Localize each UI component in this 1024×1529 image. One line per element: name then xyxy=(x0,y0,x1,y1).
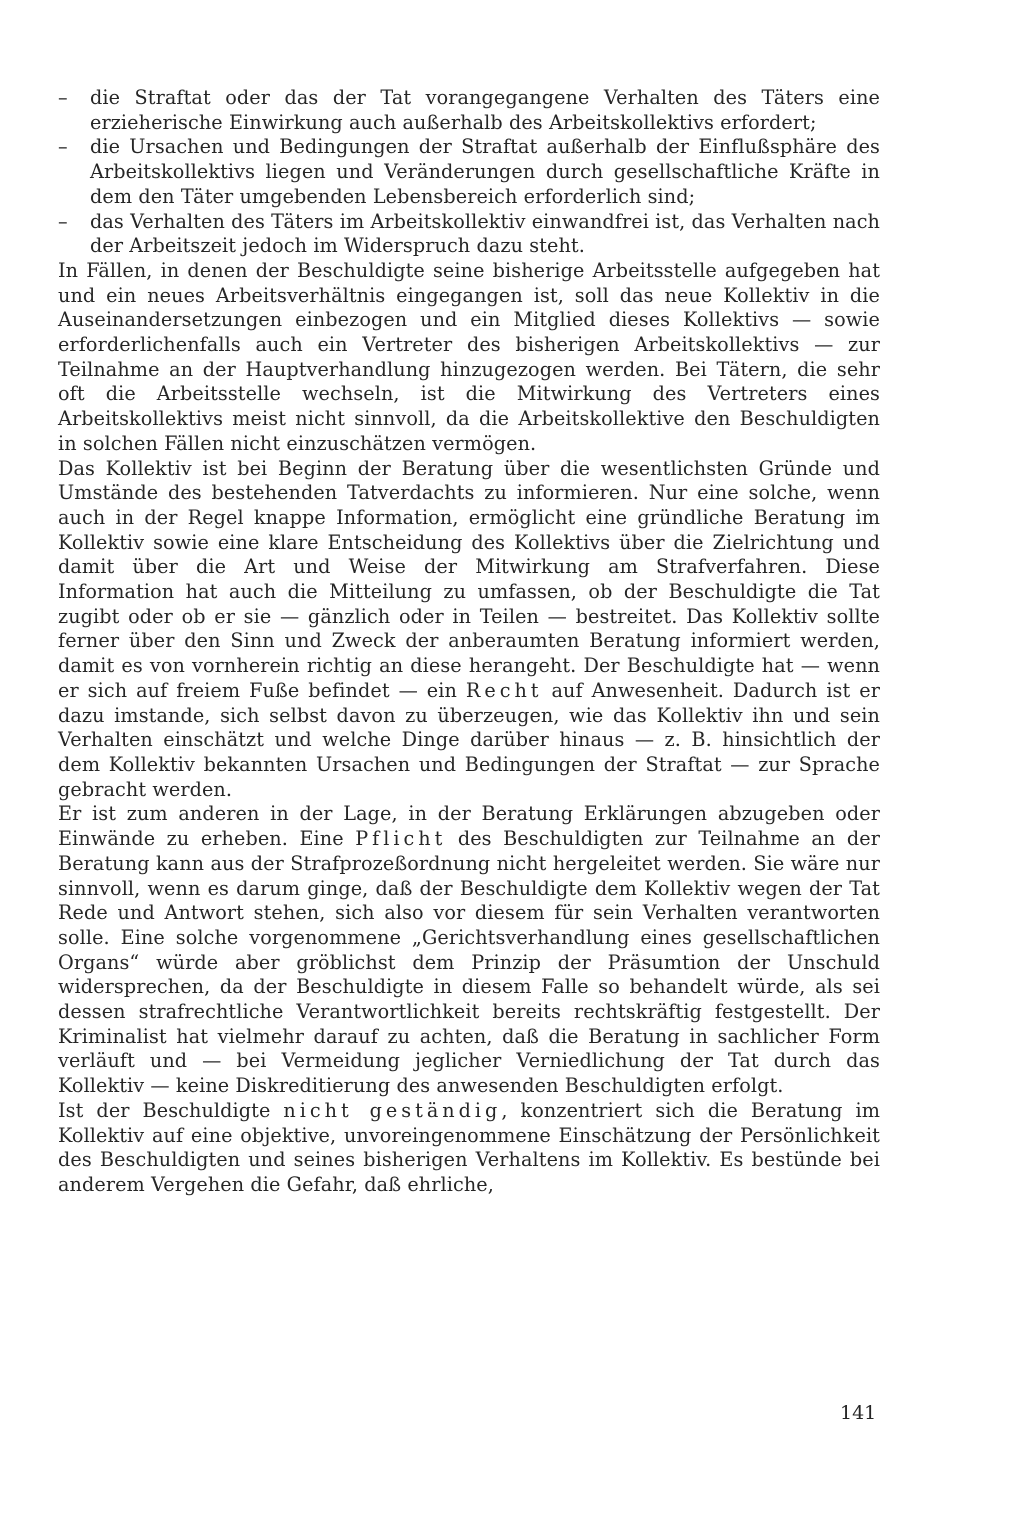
list-item: – die Straftat oder das der Tat vorangegangene Verhalten des Täters eine erzieherische Einwirkung auch außerhalb des Arbeitskollektivs erfordert; xyxy=(58,86,880,135)
page-number: 141 xyxy=(840,1402,877,1424)
paragraph xyxy=(58,1099,880,1198)
list-item: – das Verhalten des Täters im Arbeitskollektiv einwandfrei ist, das Verhalten nach der Arbeitszeit jedoch im Widerspruch dazu steht. xyxy=(58,210,880,259)
paragraph: In Fällen, in denen der Beschuldigte seine bisherige Arbeitsstelle aufgegeben hat und ein neues Arbeitsverhältnis eingegangen ist, soll das neue Kollektiv in die Auseinandersetzungen einbezogen und ein Mitglied dieses Kollektivs — sowie erforderlichenfalls auch ein Vertreter des bisherigen Arbeitskollektivs — zur Teilnahme an der Hauptverhandlung hinzugezogen werden. Bei Tätern, die sehr oft die Arbeitsstelle wechseln, ist die Mitwirkung des Vertreters eines Arbeitskollektivs meist nicht sinnvoll, da die Arbeitskollektive den Beschuldigten in solchen Fällen nicht einzuschätzen vermögen. xyxy=(58,258,880,455)
emphasis-text: nicht geständig xyxy=(283,1098,502,1122)
paragraph-text: des Beschuldigten zur Teilnahme an der Beratung kann aus der Strafprozeßordnung nicht hergeleitet werden. Sie wäre nur sinnvoll, wenn es darum ginge, daß der Beschuldigte dem Kollektiv wegen der Tat Rede und Antwort stehen, sich also vor diesem für sein Verhalten verantworten solle. Eine solche vorgenommene „Gerichtsverhandlung eines gesellschaftlichen Organs“ würde aber gröblichst dem Prinzip der Präsumtion der Unschuld widersprechen, da der Beschuldigte in diesem Falle so behandelt würde, als sei dessen strafrechtliche Verantwortlichkeit bereits rechtskräftig festgestellt. Der Kriminalist hat vielmehr darauf zu achten, daß die Beratung in sachlicher Form verläuft und — bei Vermeidung jeglicher Verniedlichung der Tat durch das Kollektiv — keine Diskreditierung des anwesenden Beschuldigten erfolgt. xyxy=(58,827,880,1098)
paragraph-text: Ist der Beschuldigte xyxy=(58,1098,271,1122)
emphasis-text: Recht xyxy=(465,678,543,702)
paragraph-text: Das Kollektiv ist bei Beginn der Beratung über die wesentlichsten Gründe und Umstände des bestehenden Tatverdachts zu informieren. Nur eine solche, wenn auch in der Regel knappe Information, ermöglicht eine gründliche Beratung im Kollektiv sowie eine klare Entscheidung des Kollektivs über die Zielrichtung und damit über die Art und Weise der Mitwirkung am Strafverfahren. Diese Information hat auch die Mitteilung zu umfassen, ob der Beschuldigte die Tat zugibt oder ob er sie — gänzlich oder in Teilen — bestreitet. Das Kollektiv sollte ferner über den Sinn und Zweck der anberaumten Beratung informiert werden, damit es von vornherein richtig an diese herangeht. Der Beschuldigte hat — wenn er sich auf freiem Fuße befindet — ein xyxy=(58,456,880,702)
paragraph-text: auf Anwesenheit. Dadurch ist er dazu imstande, sich selbst davon zu überzeugen, wie das Kollektiv ihn und sein Verhalten einschätzt und welche Dinge darüber hinaus — z. B. hinsichtlich der dem Kollektiv bekannten Ursachen und Bedingungen der Straftat — zur Sprache gebracht werden. xyxy=(58,678,880,801)
paragraph-text: Er ist zum anderen in der Lage, in der Beratung Erklärungen abzugeben oder Einwände zu erheben. Eine xyxy=(58,802,880,851)
emphasis-text: Pflicht xyxy=(355,827,447,851)
list-item: – die Ursachen und Bedingungen der Straftat außerhalb der Einflußsphäre des Arbeitskollektivs liegen und Veränderungen durch gesellschaftliche Kräfte in dem den Täter umgebenden Lebensbereich erforderlich sind; xyxy=(58,135,880,209)
paragraph xyxy=(58,457,880,803)
condition-list xyxy=(58,86,880,259)
paragraph-text: , konzentriert sich die Beratung im Kollektiv auf eine objektive, unvoreingenommene Einschätzung der Persönlichkeit des Beschuldigten und seines bisherigen Verhaltens im Kollektiv. Es bestünde bei anderem Vergehen die Gefahr, daß ehrliche, xyxy=(58,1098,880,1196)
paragraph xyxy=(58,802,880,1098)
body-text xyxy=(58,86,880,1198)
